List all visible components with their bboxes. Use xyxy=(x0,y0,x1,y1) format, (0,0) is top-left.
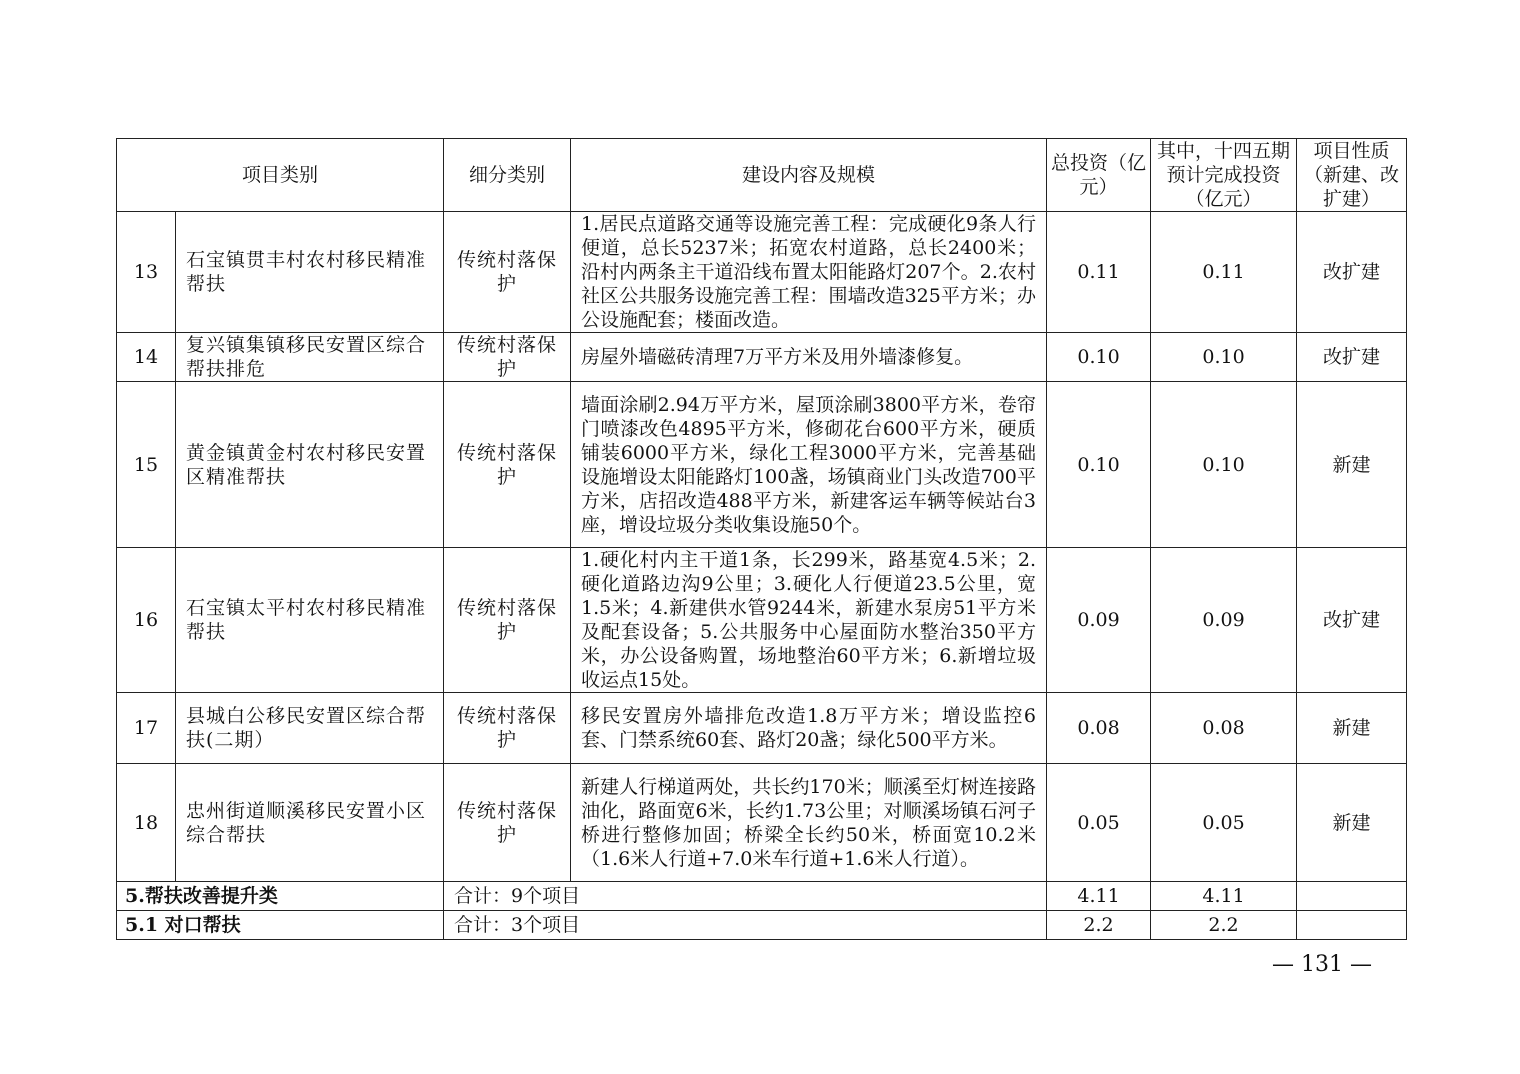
total-investment: 0.08 xyxy=(1047,693,1151,764)
plan-investment: 0.08 xyxy=(1151,693,1297,764)
summary-label: 5.帮扶改善提升类 xyxy=(117,882,444,911)
summary-total: 4.11 xyxy=(1047,882,1151,911)
project-nature: 改扩建 xyxy=(1297,212,1407,333)
project-nature: 改扩建 xyxy=(1297,548,1407,693)
total-investment: 0.10 xyxy=(1047,333,1151,382)
table-row xyxy=(117,764,1407,882)
project-name: 复兴镇集镇移民安置区综合帮扶排危 xyxy=(176,333,444,382)
summary-row xyxy=(117,882,1407,911)
sub-category: 传统村落保护 xyxy=(444,333,571,382)
summary-row xyxy=(117,911,1407,940)
header-category: 项目类别 xyxy=(117,139,444,212)
summary-count: 合计：3个项目 xyxy=(444,911,1047,940)
summary-plan: 2.2 xyxy=(1151,911,1297,940)
table-row xyxy=(117,333,1407,382)
header-nature: 项目性质（新建、改扩建） xyxy=(1297,139,1407,212)
page-number: — 131 — xyxy=(1272,952,1372,977)
sub-category: 传统村落保护 xyxy=(444,693,571,764)
total-investment: 0.10 xyxy=(1047,382,1151,548)
summary-total: 2.2 xyxy=(1047,911,1151,940)
table-row xyxy=(117,212,1407,333)
sub-category: 传统村落保护 xyxy=(444,382,571,548)
construction-content: 墙面涂刷2.94万平方米，屋顶涂刷3800平方米，卷帘门喷漆改色4895平方米，修砌花台600平方米，硬质铺装6000平方米，绿化工程3000平方米，完善基础设施增设太阳能路灯100盏，场镇商业门头改造700平方米，店招改造488平方米，新建客运车辆等候站台3座，增设垃圾分类收集设施50个。 xyxy=(571,382,1047,548)
plan-investment: 0.05 xyxy=(1151,764,1297,882)
table-row xyxy=(117,382,1407,548)
total-investment: 0.05 xyxy=(1047,764,1151,882)
plan-investment: 0.11 xyxy=(1151,212,1297,333)
summary-nature xyxy=(1297,882,1407,911)
project-name: 县城白公移民安置区综合帮扶(二期） xyxy=(176,693,444,764)
header-row xyxy=(117,139,1407,212)
project-nature: 新建 xyxy=(1297,693,1407,764)
construction-content: 房屋外墙磁砖清理7万平方米及用外墙漆修复。 xyxy=(571,333,1047,382)
sub-category: 传统村落保护 xyxy=(444,548,571,693)
header-total-investment: 总投资（亿元） xyxy=(1047,139,1151,212)
summary-count: 合计：9个项目 xyxy=(444,882,1047,911)
project-nature: 新建 xyxy=(1297,764,1407,882)
header-plan-investment: 其中，十四五期预计完成投资（亿元） xyxy=(1151,139,1297,212)
row-number: 13 xyxy=(117,212,176,333)
plan-investment: 0.10 xyxy=(1151,333,1297,382)
summary-plan: 4.11 xyxy=(1151,882,1297,911)
plan-investment: 0.09 xyxy=(1151,548,1297,693)
summary-label: 5.1 对口帮扶 xyxy=(117,911,444,940)
project-name: 黄金镇黄金村农村移民安置区精准帮扶 xyxy=(176,382,444,548)
project-table xyxy=(116,138,1407,940)
summary-nature xyxy=(1297,911,1407,940)
table-row xyxy=(117,693,1407,764)
header-sub-category: 细分类别 xyxy=(444,139,571,212)
project-nature: 改扩建 xyxy=(1297,333,1407,382)
sub-category: 传统村落保护 xyxy=(444,764,571,882)
total-investment: 0.11 xyxy=(1047,212,1151,333)
construction-content: 新建人行梯道两处，共长约170米；顺溪至灯树连接路油化，路面宽6米，长约1.73公里；对顺溪场镇石河子桥进行整修加固；桥梁全长约50米，桥面宽10.2米（1.6米人行道+7.0米车行道+1.6米人行道）。 xyxy=(571,764,1047,882)
row-number: 17 xyxy=(117,693,176,764)
row-number: 14 xyxy=(117,333,176,382)
project-nature: 新建 xyxy=(1297,382,1407,548)
construction-content: 移民安置房外墙排危改造1.8万平方米；增设监控6套、门禁系统60套、路灯20盏；绿化500平方米。 xyxy=(571,693,1047,764)
construction-content: 1.居民点道路交通等设施完善工程：完成硬化9条人行便道，总长5237米；拓宽农村道路，总长2400米；沿村内两条主干道沿线布置太阳能路灯207个。2.农村社区公共服务设施完善工程：围墙改造325平方米；办公设施配套；楼面改造。 xyxy=(571,212,1047,333)
header-content: 建设内容及规模 xyxy=(571,139,1047,212)
row-number: 18 xyxy=(117,764,176,882)
project-name: 忠州街道顺溪移民安置小区综合帮扶 xyxy=(176,764,444,882)
project-name: 石宝镇太平村农村移民精准帮扶 xyxy=(176,548,444,693)
construction-content: 1.硬化村内主干道1条，长299米，路基宽4.5米；2.硬化道路边沟9公里；3.硬化人行便道23.5公里，宽1.5米；4.新建供水管9244米，新建水泵房51平方米及配套设备；5.公共服务中心屋面防水整治350平方米，办公设备购置，场地整治60平方米；6.新增垃圾收运点15处。 xyxy=(571,548,1047,693)
project-name: 石宝镇贯丰村农村移民精准帮扶 xyxy=(176,212,444,333)
table-row xyxy=(117,548,1407,693)
plan-investment: 0.10 xyxy=(1151,382,1297,548)
sub-category: 传统村落保护 xyxy=(444,212,571,333)
row-number: 15 xyxy=(117,382,176,548)
total-investment: 0.09 xyxy=(1047,548,1151,693)
row-number: 16 xyxy=(117,548,176,693)
